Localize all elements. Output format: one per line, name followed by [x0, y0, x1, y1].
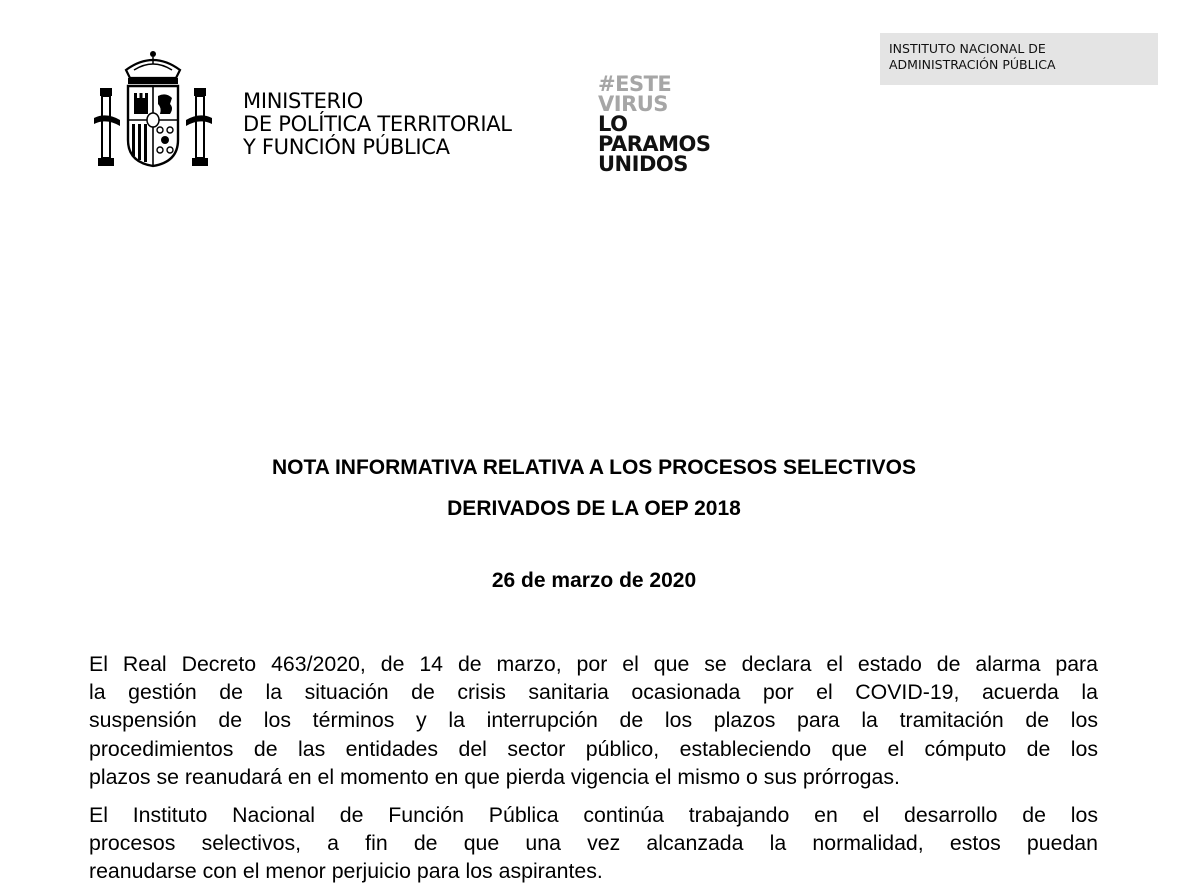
paragraph-line: la gestión de la situación de crisis sanitaria ocasionada por el COVID-19, acuerda la [89, 680, 1098, 705]
document-date: 26 de marzo de 2020 [491, 569, 697, 592]
campaign-logo [598, 74, 711, 174]
campaign-line-5: UNIDOS [598, 152, 688, 176]
title-line-2: DERIVADOS DE LA OEP 2018 [447, 497, 741, 520]
paragraph-2 [89, 801, 1098, 886]
ministry-line-2: DE POLÍTICA TERRITORIAL [243, 112, 512, 136]
institute-label-box [880, 33, 1158, 85]
paragraph-line: suspensión de los términos y la interrupción de los plazos para la tramitación de los [89, 708, 1098, 733]
paragraph-line: El Instituto Nacional de Función Pública continúa trabajando en el desarrollo de los [89, 803, 1098, 828]
campaign-line-4: PARAMOS [598, 132, 711, 156]
ministry-line-3: Y FUNCIÓN PÚBLICA [243, 135, 450, 159]
campaign-line-2: VIRUS [598, 92, 668, 116]
paragraph-1 [89, 650, 1098, 791]
institute-line-2: ADMINISTRACIÓN PÚBLICA [889, 57, 1056, 72]
paragraph-line: procedimientos de las entidades del sector público, estableciendo que el cómputo de los [89, 736, 1098, 761]
document-title [0, 447, 1188, 529]
ministry-line-1: MINISTERIO [243, 89, 363, 113]
campaign-line-1: #ESTE [598, 72, 672, 96]
institute-line-1: INSTITUTO NACIONAL DE [889, 41, 1046, 56]
document-body [89, 650, 1098, 896]
paragraph-line: procesos selectivos, a fin de que una vez alcanzada la normalidad, estos puedan [89, 831, 1098, 856]
campaign-line-3: LO [598, 112, 628, 136]
paragraph-line: reanudarse con el menor perjuicio para los aspirantes. [89, 859, 603, 884]
ministry-name [243, 90, 512, 159]
coat-of-arms-icon [90, 48, 216, 174]
paragraph-line: plazos se reanudará en el momento en que pierda vigencia el mismo o sus prórrogas. [89, 764, 900, 789]
paragraph-line: El Real Decreto 463/2020, de 14 de marzo, por el que se declara el estado de alarma para [89, 652, 1098, 676]
title-line-1: NOTA INFORMATIVA RELATIVA A LOS PROCESOS SELECTIVOS [271, 456, 917, 479]
